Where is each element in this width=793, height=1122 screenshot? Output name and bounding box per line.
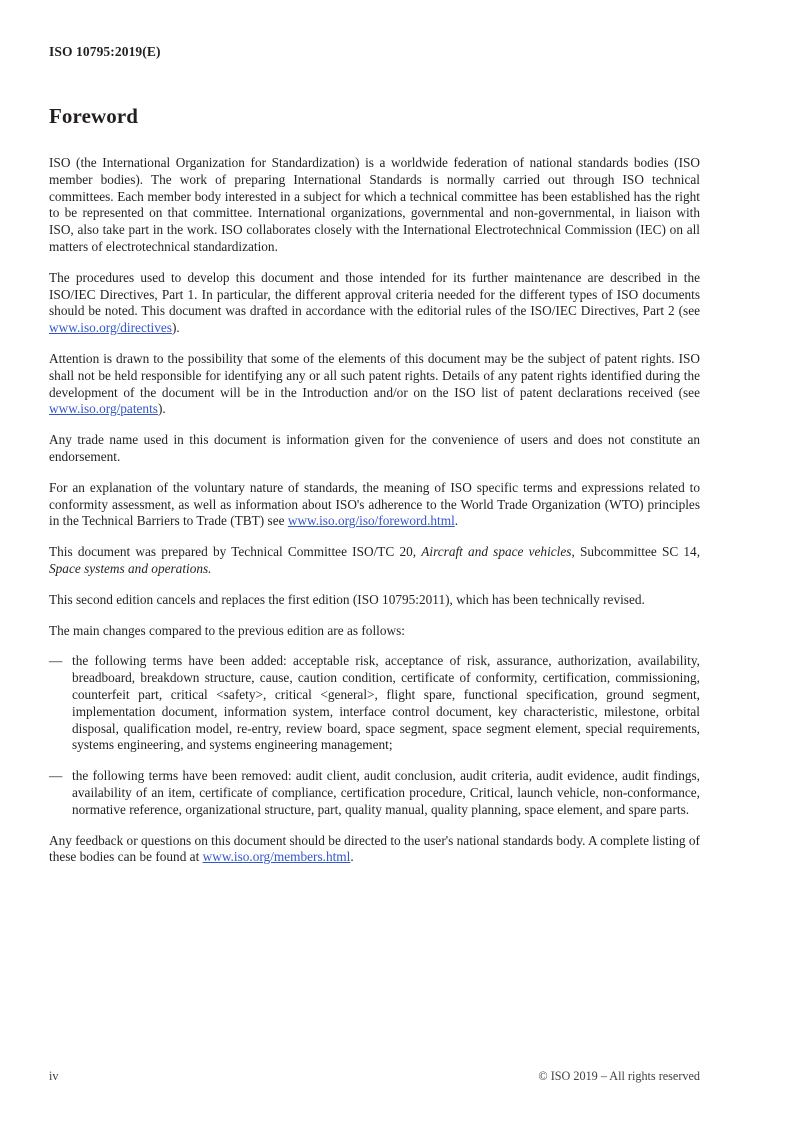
link-iso-foreword[interactable]: www.iso.org/iso/foreword.html bbox=[287, 513, 455, 529]
link-iso-directives[interactable]: www.iso.org/directives bbox=[49, 320, 172, 336]
paragraph-patent-rights bbox=[49, 351, 700, 418]
paragraph-technical-committee bbox=[49, 544, 700, 578]
paragraph-second-edition: This second edition cancels and replaces the first edition (ISO 10795:2011), which has been technically revised. bbox=[49, 591, 645, 607]
subcommittee-name-italic: Space systems and operations. bbox=[49, 560, 212, 576]
footer-page-number: iv bbox=[49, 1069, 59, 1083]
paragraph-procedures-directives bbox=[49, 270, 700, 337]
paragraph-iso-introduction: ISO (the International Organization for Standardization) is a worldwide federation of national standards bodies (ISO member bodies). The work of preparing International Standards is normally carried out through ISO technical committees. Each member body interested in a subject for which a technical committee has been established has the right to be represented on that committee. International organizations, governmental and non-governmental, in liaison with ISO, also take part in the work. ISO collaborates closely with the International Electrotechnical Commission (IEC) on all matters of electrotechnical standardization. bbox=[49, 155, 700, 254]
paragraph-text-after-link: ). bbox=[157, 401, 166, 417]
link-iso-members[interactable]: www.iso.org/members.html bbox=[202, 849, 351, 865]
paragraph-text-before-link: Any feedback or questions on this document should be directed to the user's national standards body. A complete listing of these bodies can be found at bbox=[49, 832, 700, 865]
list-item-text: the following terms have been added: acceptable risk, acceptance of risk, assurance, authorization, availability, breadboard, breakdown structure, cause, caution condition, certificate of conformity, certification, commissioning, counterfeit part, critical <safety>, critical <general>, flight spare, functional specification, ground segment, implementation document, information system, interface control document, key characteristic, milestone, orbital disposal, qualification model, re-entry, review board, space segment, space segment element, special requirements, systems engineering, and systems engineering management; bbox=[72, 653, 700, 753]
em-dash-bullet-icon: — bbox=[49, 768, 63, 784]
page-footer bbox=[49, 1069, 700, 1084]
page-title: Foreword bbox=[49, 104, 139, 128]
document-header-standard-number: ISO 10795:2019(E) bbox=[49, 44, 161, 59]
list-item bbox=[49, 768, 700, 818]
paragraph-feedback bbox=[49, 833, 700, 867]
document-content bbox=[49, 104, 700, 880]
footer-copyright: © ISO 2019 – All rights reserved bbox=[538, 1069, 700, 1083]
changes-list bbox=[49, 653, 700, 818]
paragraph-main-changes-intro: The main changes compared to the previous edition are as follows: bbox=[49, 622, 405, 638]
list-item bbox=[49, 653, 700, 754]
paragraph-text-after-link: . bbox=[454, 513, 459, 529]
paragraph-text-after-link: . bbox=[350, 849, 354, 865]
paragraph-trade-name: Any trade name used in this document is information given for the convenience of users and does not constitute an endorsement. bbox=[49, 432, 700, 464]
committee-name-italic: Aircraft and space vehicles bbox=[421, 544, 572, 560]
paragraph-wto-tbt bbox=[49, 480, 700, 530]
committee-text-part-2: , Subcommittee SC 14, bbox=[571, 544, 701, 560]
committee-text-part-1: This document was prepared by Technical Committee ISO/TC 20, bbox=[49, 544, 422, 560]
list-item-text: the following terms have been removed: audit client, audit conclusion, audit criteria, audit evidence, audit findings, availability of an item, certificate of compliance, certification procedure, Critical, launch vehicle, non-conformance, normative reference, organizational structure, part, quality manual, quality planning, space element, and spare parts. bbox=[72, 768, 700, 817]
em-dash-bullet-icon: — bbox=[49, 653, 63, 669]
paragraph-text-before-link: For an explanation of the voluntary nature of standards, the meaning of ISO specific terms and expressions related to conformity assessment, as well as information about ISO's adherence to the World Trade Organization (WTO) principles in the Technical Barriers to Trade (TBT) see bbox=[49, 479, 700, 529]
paragraph-text-before-link: The procedures used to develop this document and those intended for its further maintenance are described in the ISO/IEC Directives, Part 1. In particular, the different approval criteria needed for the different types of ISO documents should be noted. This document was drafted in accordance with the editorial rules of the ISO/IEC Directives, Part 2 (see bbox=[49, 269, 700, 319]
link-iso-patents[interactable]: www.iso.org/patents bbox=[49, 401, 158, 417]
paragraph-text-after-link: ). bbox=[171, 320, 180, 336]
paragraph-text-before-link: Attention is drawn to the possibility that some of the elements of this document may be the subject of patent rights. ISO shall not be held responsible for identifying any or all such patent rights. Details of any patent rights identified during the development of the document will be in the Introduction and/or on the ISO list of patent declarations received (see bbox=[49, 350, 700, 400]
